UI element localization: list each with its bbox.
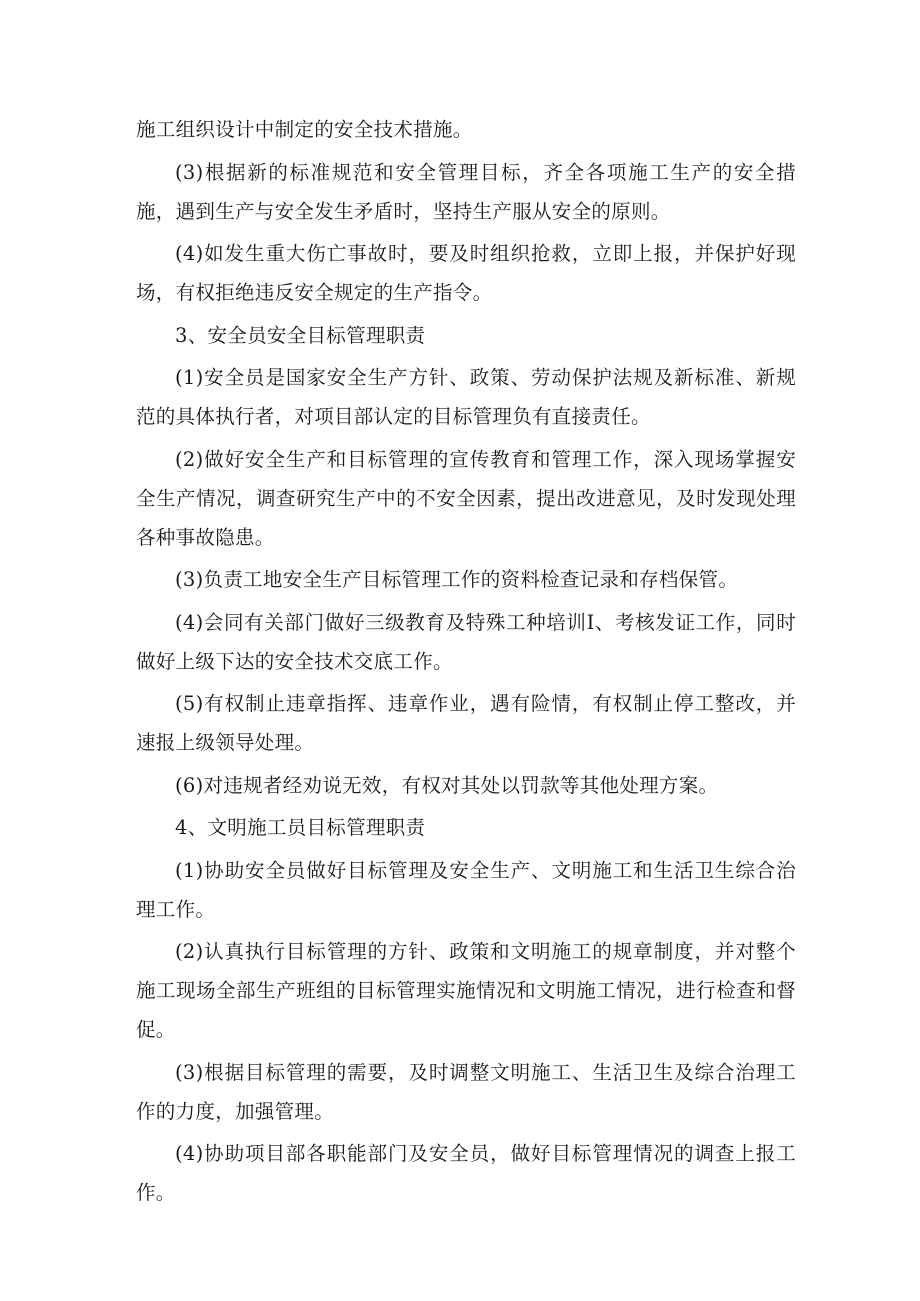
paragraph-10: (6)对违规者经劝说无效，有权对其处以罚款等其他处理方案。 <box>175 773 719 797</box>
paragraph-14: (3)根据目标管理的需要，及时调整文明施工、生活卫生及综合治理工作的力度，加强管理。 <box>136 1060 796 1123</box>
paragraph-7: (3)负责工地安全生产目标管理工作的资料检查记录和存档保管。 <box>175 568 739 591</box>
paragraph-5: (1)安全员是国家安全生产方针、政策、劳动保护法规及新标准、新规范的具体执行者，对项目部认定的目标管理负有直接责任。 <box>136 366 796 428</box>
paragraph-6: (2)做好安全生产和目标管理的宣传教育和管理工作，深入现场掌握安全生产情况，调查研究生产中的不安全因素，提出改进意见，及时发现处理各种事故隐患。 <box>136 447 796 549</box>
document-body <box>136 110 796 1216</box>
paragraph-2: (3)根据新的标准规范和安全管理目标，齐全各项施工生产的安全措施，遇到生产与安全发生矛盾时，坚持生产服从安全的原则。 <box>136 160 796 223</box>
section-heading-3: 3、安全员安全目标管理职责 <box>175 323 426 347</box>
paragraph-1: 施工组织设计中制定的安全技术措施。 <box>136 118 473 141</box>
paragraph-13: (2)认真执行目标管理的方针、政策和文明施工的规章制度，并对整个施工现场全部生产班组的目标管理实施情况和文明施工情况，进行检查和督促。 <box>136 940 796 1041</box>
paragraph-9: (5)有权制止违章指挥、违章作业，遇有险情，有权制止停工整改，并速报上级领导处理。 <box>136 692 796 754</box>
section-heading-4: 4、文明施工员目标管理职责 <box>175 816 426 839</box>
paragraph-3: (4)如发生重大伤亡事故时，要及时组织抢救，立即上报，并保护好现场，有权拒绝违反安全规定的生产指令。 <box>136 242 796 304</box>
paragraph-15: (4)协助项目部各职能部门及安全员，做好目标管理情况的调查上报工作。 <box>136 1142 796 1204</box>
paragraph-8: (4)会同有关部门做好三级教育及特殊工种培训I、考核发证工作，同时做好上级下达的安全技术交底工作。 <box>136 610 796 673</box>
paragraph-12: (1)协助安全员做好目标管理及安全生产、文明施工和生活卫生综合治理工作。 <box>136 858 796 921</box>
